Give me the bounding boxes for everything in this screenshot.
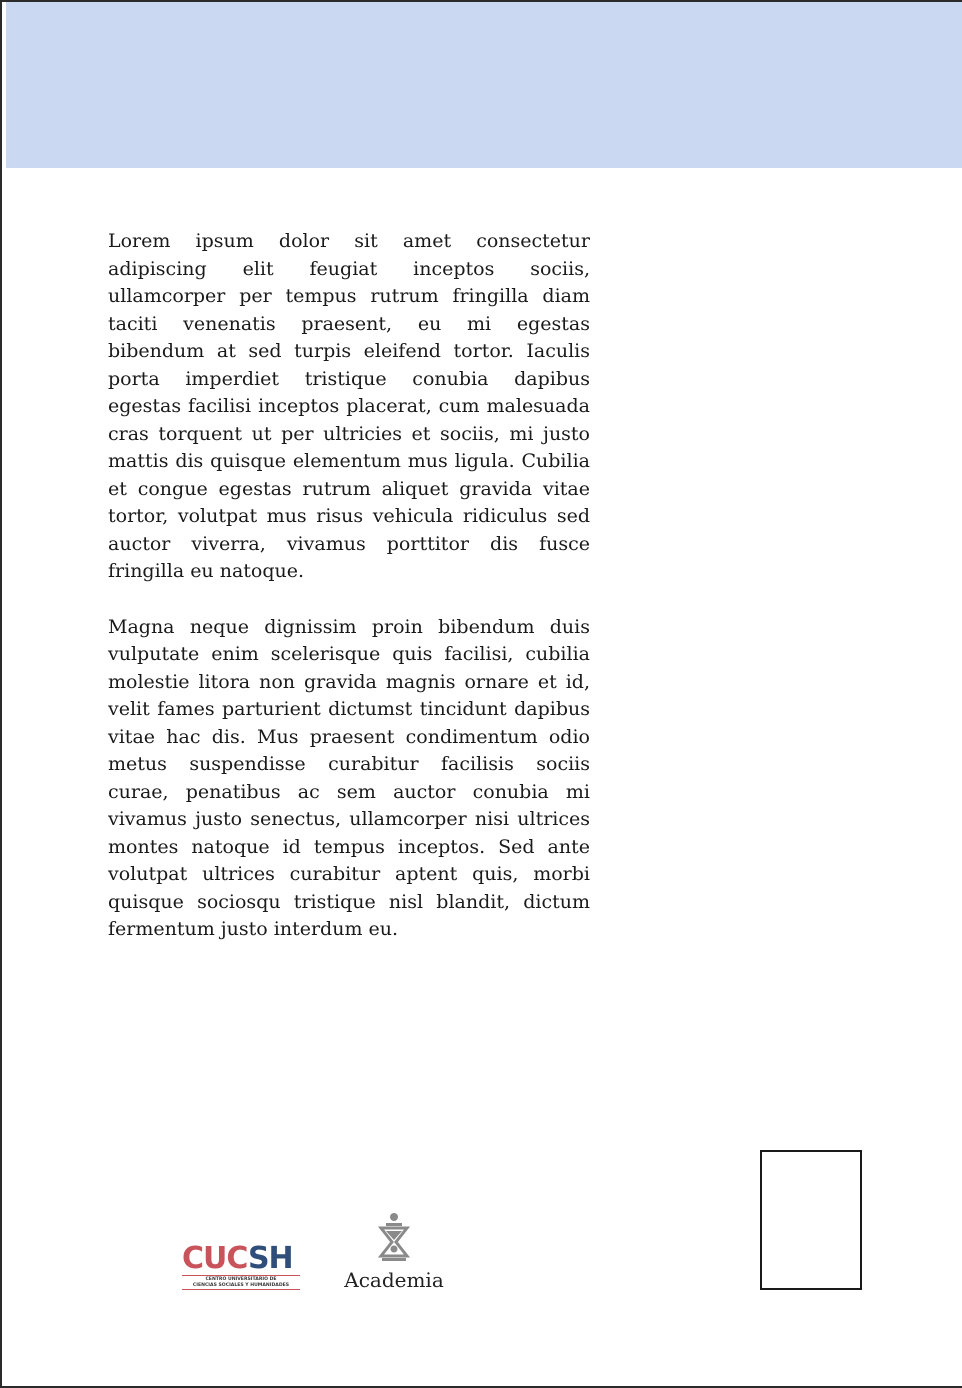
cucsh-logo-wordmark [182, 1241, 302, 1276]
top-color-band [6, 2, 962, 168]
paragraph-2: Magna neque dignissim proin bibendum duis vulputate enim scelerisque quis facilisi, cubilia molestie litora non gravida magnis ornare et id, velit fames parturient dictumst tincidunt dapibus vitae hac dis. Mus praesent condimentum odio metus suspendisse curabitur facilisis sociis curae, penatibus ac sem auctor conubia mi vivamus justo senectus, ullamcorper nisi ultrices montes natoque id tempus inceptos. Sed ante volutpat ultrices curabitur aptent quis, morbi quisque sociosqu tristique nisl blandit, dictum fermentum justo interdum eu. [108, 615, 590, 940]
cucsh-logo-subtitle-line1: CENTRO UNIVERSITARIO DE [205, 1277, 277, 1282]
barcode-placeholder [760, 1150, 862, 1290]
academia-logo [342, 1212, 446, 1296]
back-cover-text [108, 228, 590, 972]
cucsh-logo-word-part2: SH [247, 1241, 293, 1276]
cucsh-logo-subtitle-line2: CIENCIAS SOCIALES Y HUMANIDADES [192, 1282, 290, 1288]
cucsh-logo-subtitle [182, 1275, 300, 1288]
cucsh-logo-word-part1: CUC [182, 1241, 248, 1276]
cucsh-logo-underline [182, 1289, 300, 1290]
academia-emblem-icon [372, 1212, 416, 1264]
cucsh-logo [182, 1241, 302, 1292]
academia-logo-name: Academia [344, 1268, 444, 1292]
paragraph-1: Lorem ipsum dolor sit amet consectetur adipiscing elit feugiat inceptos sociis, ullamcorper per tempus rutrum fringilla diam taciti venenatis praesent, eu mi egestas bibendum at sed turpis eleifend tortor. Iaculis porta imperdiet tristique conubia dapibus egestas facilisi inceptos placerat, cum malesuada cras torquent ut per ultricies et sociis, mi justo mattis dis quisque elementum mus ligula. Cubilia et congue egestas rutrum aliquet gravida vitae tortor, volutpat mus risus vehicula ridiculus sed auctor viverra, vivamus porttitor dis fusce fringilla eu natoque. [108, 230, 590, 582]
